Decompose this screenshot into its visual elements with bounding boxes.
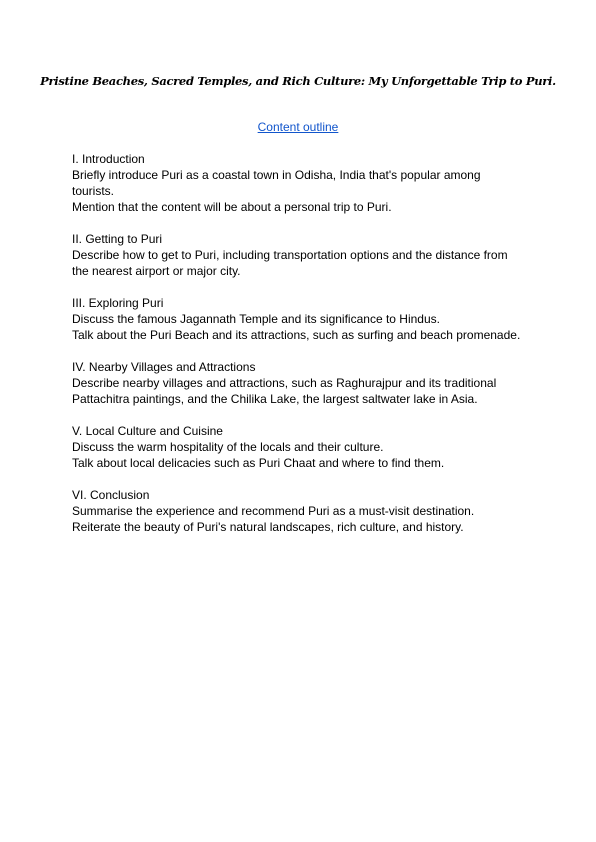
content-outline-link[interactable]: Content outline: [257, 120, 339, 134]
section-line: Briefly introduce Puri as a coastal town in Odisha, India that's popular among: [72, 168, 481, 182]
outline-section-exploring-puri: [72, 295, 532, 343]
outline-section-introduction: [72, 151, 532, 215]
section-line: Talk about local delicacies such as Puri Chaat and where to find them.: [72, 456, 445, 470]
section-line: Describe how to get to Puri, including transportation options and the distance from: [72, 248, 508, 262]
section-line: Pattachitra paintings, and the Chilika Lake, the largest saltwater lake in Asia.: [72, 392, 478, 406]
section-line: Discuss the warm hospitality of the locals and their culture.: [72, 440, 384, 454]
section-line: Mention that the content will be about a personal trip to Puri.: [72, 200, 392, 214]
section-line: Describe nearby villages and attractions, such as Raghurajpur and its traditional: [72, 376, 497, 390]
section-line: Discuss the famous Jagannath Temple and its significance to Hindus.: [72, 312, 440, 326]
outline-section-getting-to-puri: [72, 231, 532, 279]
section-heading: III. Exploring Puri: [72, 296, 164, 310]
outline-section-nearby-villages: [72, 359, 532, 407]
section-line: Talk about the Puri Beach and its attractions, such as surfing and beach promenade.: [72, 328, 521, 342]
section-heading: I. Introduction: [72, 152, 145, 166]
outline-section-conclusion: [72, 487, 532, 535]
document-title: Pristine Beaches, Sacred Temples, and Rich Culture: My Unforgettable Trip to Puri.: [40, 74, 556, 88]
section-line: Reiterate the beauty of Puri's natural landscapes, rich culture, and history.: [72, 520, 464, 534]
section-heading: VI. Conclusion: [72, 488, 150, 502]
section-heading: II. Getting to Puri: [72, 232, 163, 246]
section-line: Summarise the experience and recommend Puri as a must-visit destination.: [72, 504, 475, 518]
section-heading: IV. Nearby Villages and Attractions: [72, 360, 256, 374]
outline-sections: [72, 151, 532, 551]
section-line: the nearest airport or major city.: [72, 264, 241, 278]
section-line: tourists.: [72, 184, 115, 198]
section-heading: V. Local Culture and Cuisine: [72, 424, 223, 438]
outline-section-local-culture: [72, 423, 532, 471]
